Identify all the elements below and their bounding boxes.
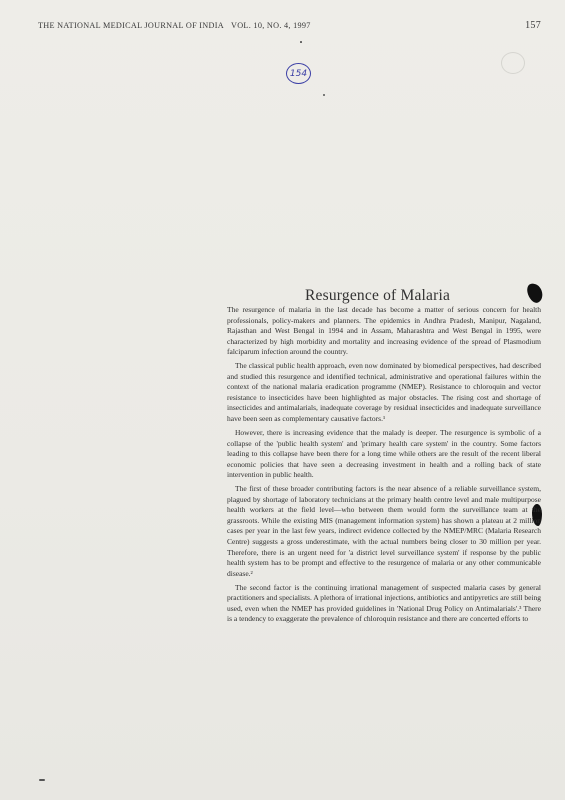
paragraph: The first of these broader contributing factors is the near absence of a reliable surveillance system, plagued by shortage of laboratory technicians at the primary health centre level and male multipurpose health workers at the field level—who between them would form the surveillance team at the grassroots. While the existing MIS (management information system) has shown a plateau at 2 million cases per year in the last few years, indirect evidence collected by the NMEP/MRC (Malaria Research Centre) suggests a gross underestimate, with the actual numbers being closer to 30 million per year. Therefore, there is an urgent need for 'a district level surveillance system' if response by the public health system has to be prompt and effective to the resurgence of malaria or any other communicable disease.²	[227, 484, 541, 578]
page-number: 157	[525, 20, 541, 31]
paragraph: The resurgence of malaria in the last decade has become a matter of serious concern for health professionals, policy-makers and planners. The epidemics in Andhra Pradesh, Manipur, Nagaland, Rajasthan and West Bengal in 1994 and in Assam, Maharashtra and West Bengal in 1995, were characterized by high morbidity and mortality and increasing evidence of the spread of Plasmodium falciparum infection around the country.	[227, 305, 541, 357]
article-title: Resurgence of Malaria	[305, 287, 451, 304]
paragraph: The classical public health approach, even now dominated by biomedical perspectives, had described and studied this resurgence and identified technical, administrative and operational failures within the context of the national malaria eradication programme (NMEP). Resistance to chloroquin and vector resistance to insecticides have been highlighted as major obstacles. The rising cost and shortage of insecticides and antimalarials, inadequate coverage by residual insecticides and inadequate surveillance have been seen as complementary causative factors.¹	[227, 361, 541, 423]
journal-name: THE NATIONAL MEDICAL JOURNAL OF INDIA	[38, 21, 224, 30]
speck-mark	[300, 41, 302, 43]
paragraph: The second factor is the continuing irrational management of suspected malaria cases by general practitioners and specialists. A plethora of irrational injections, antibiotics and antipyretics are still being used, even when the NMEP has provided guidelines in 'National Drug Policy on Antimalarials'.³ There is a tendency to exaggerate the prevalence of chloroquin resistance and there are concerted efforts to	[227, 582, 541, 624]
speck-mark	[39, 779, 45, 781]
faint-stamp-mark	[501, 52, 525, 74]
volume-info: VOL. 10, NO. 4, 1997	[231, 21, 311, 30]
ink-blot	[525, 281, 545, 305]
handwritten-page-stamp: 154	[286, 63, 311, 84]
paragraph: However, there is increasing evidence that the malady is deeper. The resurgence is symbolic of a collapse of the 'public health system' and 'primary health care system' in the country. Some factors leading to this collapse have been there for a long time while others are the result of the recent liberal economic policies that have seen a decreasing investment in health and a rolling back of state intervention in public health.	[227, 428, 541, 480]
speck-mark	[323, 94, 325, 96]
article-body	[227, 305, 541, 628]
